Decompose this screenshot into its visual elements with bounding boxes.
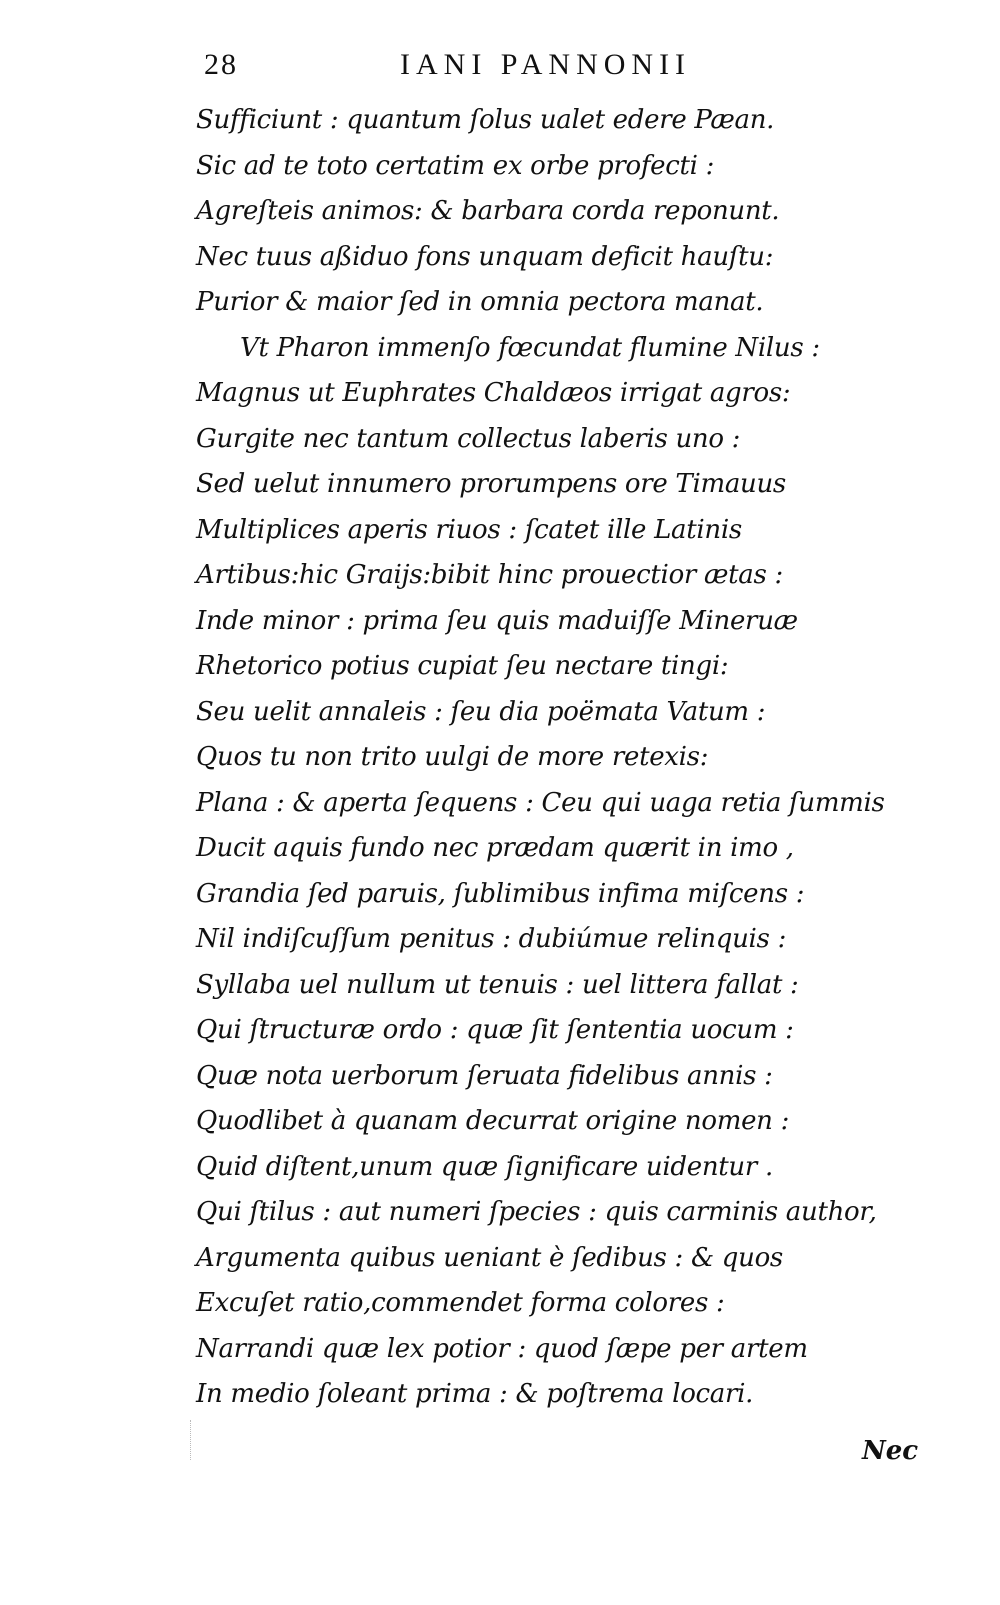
verse-line: Narrandi quæ lex potior : quod ſæpe per artem xyxy=(196,1333,808,1364)
verse-line: Gurgite nec tantum collectus laberis uno : xyxy=(196,423,741,454)
print-smudge xyxy=(190,1420,193,1460)
verse-line: Multiplices aperis riuos : ſcatet ille Latinis xyxy=(196,514,742,545)
verse-line: Rhetorico potius cupiat ſeu nectare tingi: xyxy=(196,651,729,681)
verse-line: Plana : & aperta ſequens : Ceu qui uaga retia ſummis xyxy=(196,787,885,818)
verse-line: Nec tuus aßiduo fons unquam deficit hauſtu: xyxy=(196,241,774,272)
verse-line: In medio ſoleant prima : & poſtrema locari. xyxy=(196,1379,754,1409)
verse-line: Qui ſtructuræ ordo : quæ ſit ſententia uocum : xyxy=(196,1015,794,1045)
verse-line: Argumenta quibus ueniant è ſedibus : & quos xyxy=(196,1242,783,1273)
verse-line: Vt Pharon immenſo fœcundat flumine Nilus : xyxy=(240,332,820,363)
catchword: Nec xyxy=(862,1436,919,1466)
verse-line: Purior & maior ſed in omnia pectora manat. xyxy=(196,287,764,317)
verse-text xyxy=(196,98,956,1418)
verse-line: Sic ad te toto certatim ex orbe profecti : xyxy=(196,150,715,181)
verse-line: Qui ſtilus : aut numeri ſpecies : quis carminis author, xyxy=(196,1197,877,1227)
page-number: 28 xyxy=(204,48,238,81)
page-header xyxy=(200,48,780,92)
verse-line: Quos tu non trito uulgi de more retexis: xyxy=(196,742,709,772)
verse-line: Artibus:hic Graijs:bibit hinc prouectior ætas : xyxy=(196,560,783,590)
verse-line: Sed uelut innumero prorumpens ore Timauus xyxy=(196,469,786,499)
verse-line: Inde minor : prima ſeu quis maduiſſe Mineruæ xyxy=(196,605,798,636)
verse-line: Quæ nota uerborum ſeruata fidelibus annis : xyxy=(196,1060,773,1091)
verse-line: Grandia ſed paruis, ſublimibus infima miſcens : xyxy=(196,878,805,909)
verse-line: Quodlibet à quanam decurrat origine nomen : xyxy=(196,1106,790,1136)
verse-line: Nil indiſcuſſum penitus : dubiúmue relinquis : xyxy=(196,924,787,954)
verse-line: Sufficiunt : quantum ſolus ualet edere Pæan. xyxy=(196,105,775,135)
verse-line: Seu uelit annaleis : ſeu dia poëmata Vatum : xyxy=(196,696,766,727)
verse-line: Ducit aquis fundo nec prædam quærit in imo , xyxy=(196,833,794,863)
verse-line: Excuſet ratio,commendet forma colores : xyxy=(196,1288,725,1318)
verse-line: Agreſteis animos: & barbara corda reponunt. xyxy=(196,196,780,226)
verse-line: Syllaba uel nullum ut tenuis : uel littera fallat : xyxy=(196,969,799,1000)
verse-line: Magnus ut Euphrates Chaldæos irrigat agros: xyxy=(196,378,791,408)
verse-line: Quid diſtent,unum quæ ſignificare uidentur . xyxy=(196,1151,773,1182)
running-title: IANI PANNONII xyxy=(400,48,692,81)
